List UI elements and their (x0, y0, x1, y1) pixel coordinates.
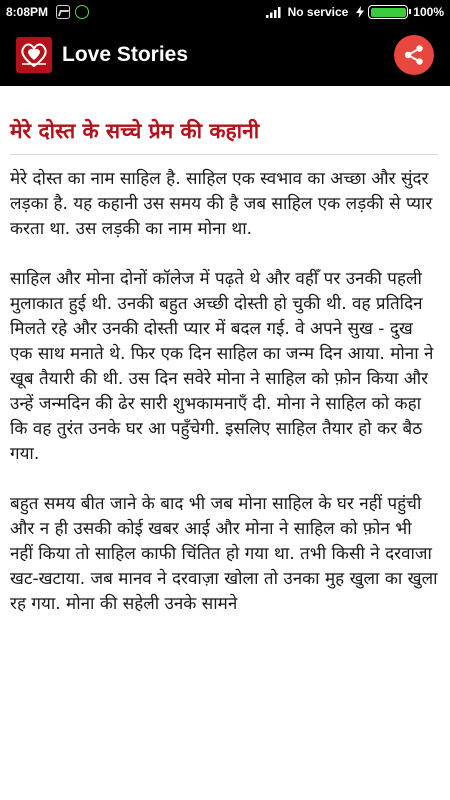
story-paragraph: बहुत समय बीत जाने के बाद भी जब मोना साहिल के घर नहीं पहुंची और न ही उसकी कोई खबर आई और मोना ने साहिल को फ़ोन भी नहीं किया तो साहिल काफी चिंतित हो गया था. तभी किसी ने दरवाजा खट-खटाया. जब मानव ने दरवाज़ा खोला तो उनका मुह खुला का खुला रह गया. मोना की सहेली उनके सामने (10, 494, 438, 614)
battery-level-fill (371, 8, 406, 17)
story-title: मेरे दोस्त के सच्चे प्रेम की कहानी (10, 116, 438, 155)
signal-icon (266, 6, 282, 18)
share-button[interactable] (394, 35, 434, 75)
story-paragraph: मेरे दोस्त का नाम साहिल है. साहिल एक स्वभाव का अच्छा और सुंदर लड़का है. यह कहानी उस समय की है जब साहिल एक लड़की से प्यार करता था. उस लड़की का नाम मोना था. (10, 169, 433, 239)
carrier-status: No service (287, 5, 349, 19)
whatsapp-icon (75, 5, 89, 19)
status-bar (0, 0, 450, 24)
status-right-group (266, 5, 444, 19)
gallery-icon (56, 5, 70, 19)
battery-icon (368, 5, 408, 19)
share-icon (403, 44, 425, 66)
status-time: 8:08PM (6, 5, 49, 19)
charging-icon (356, 6, 364, 18)
hearts-logo-icon (16, 37, 52, 73)
battery-percent: 100% (413, 5, 444, 19)
story-paragraph: साहिल और मोना दोनों कॉलेज में पढ़ते थे और वहीँ पर उनकी पहली मुलाकात हुई थी. उनकी बहुत अच्छी दोस्ती हो चुकी थी. वह प्रतिदिन मिलते रहे और उनकी दोस्ती प्यार में बदल गई. वे अपने सुख - दुख एक साथ मनाते थे. फिर एक दिन साहिल का जन्म दिन आया. मोना ने खूब तैयारी की थी. उस दिन सवेरे मोना ने साहिल को फ़ोन किया और उन्हें जन्मदिन की ढेर सारी शुभकामनाएँ दी. मोना ने साहिल को कहा कि वह तुरंत उनके घर आ पहुँचेगी. इसलिए साहिल तैयार हो कर बैठ गया. (10, 269, 434, 464)
app-bar (0, 24, 450, 86)
app-title: Love Stories (62, 43, 189, 66)
story-content[interactable] (0, 86, 450, 800)
